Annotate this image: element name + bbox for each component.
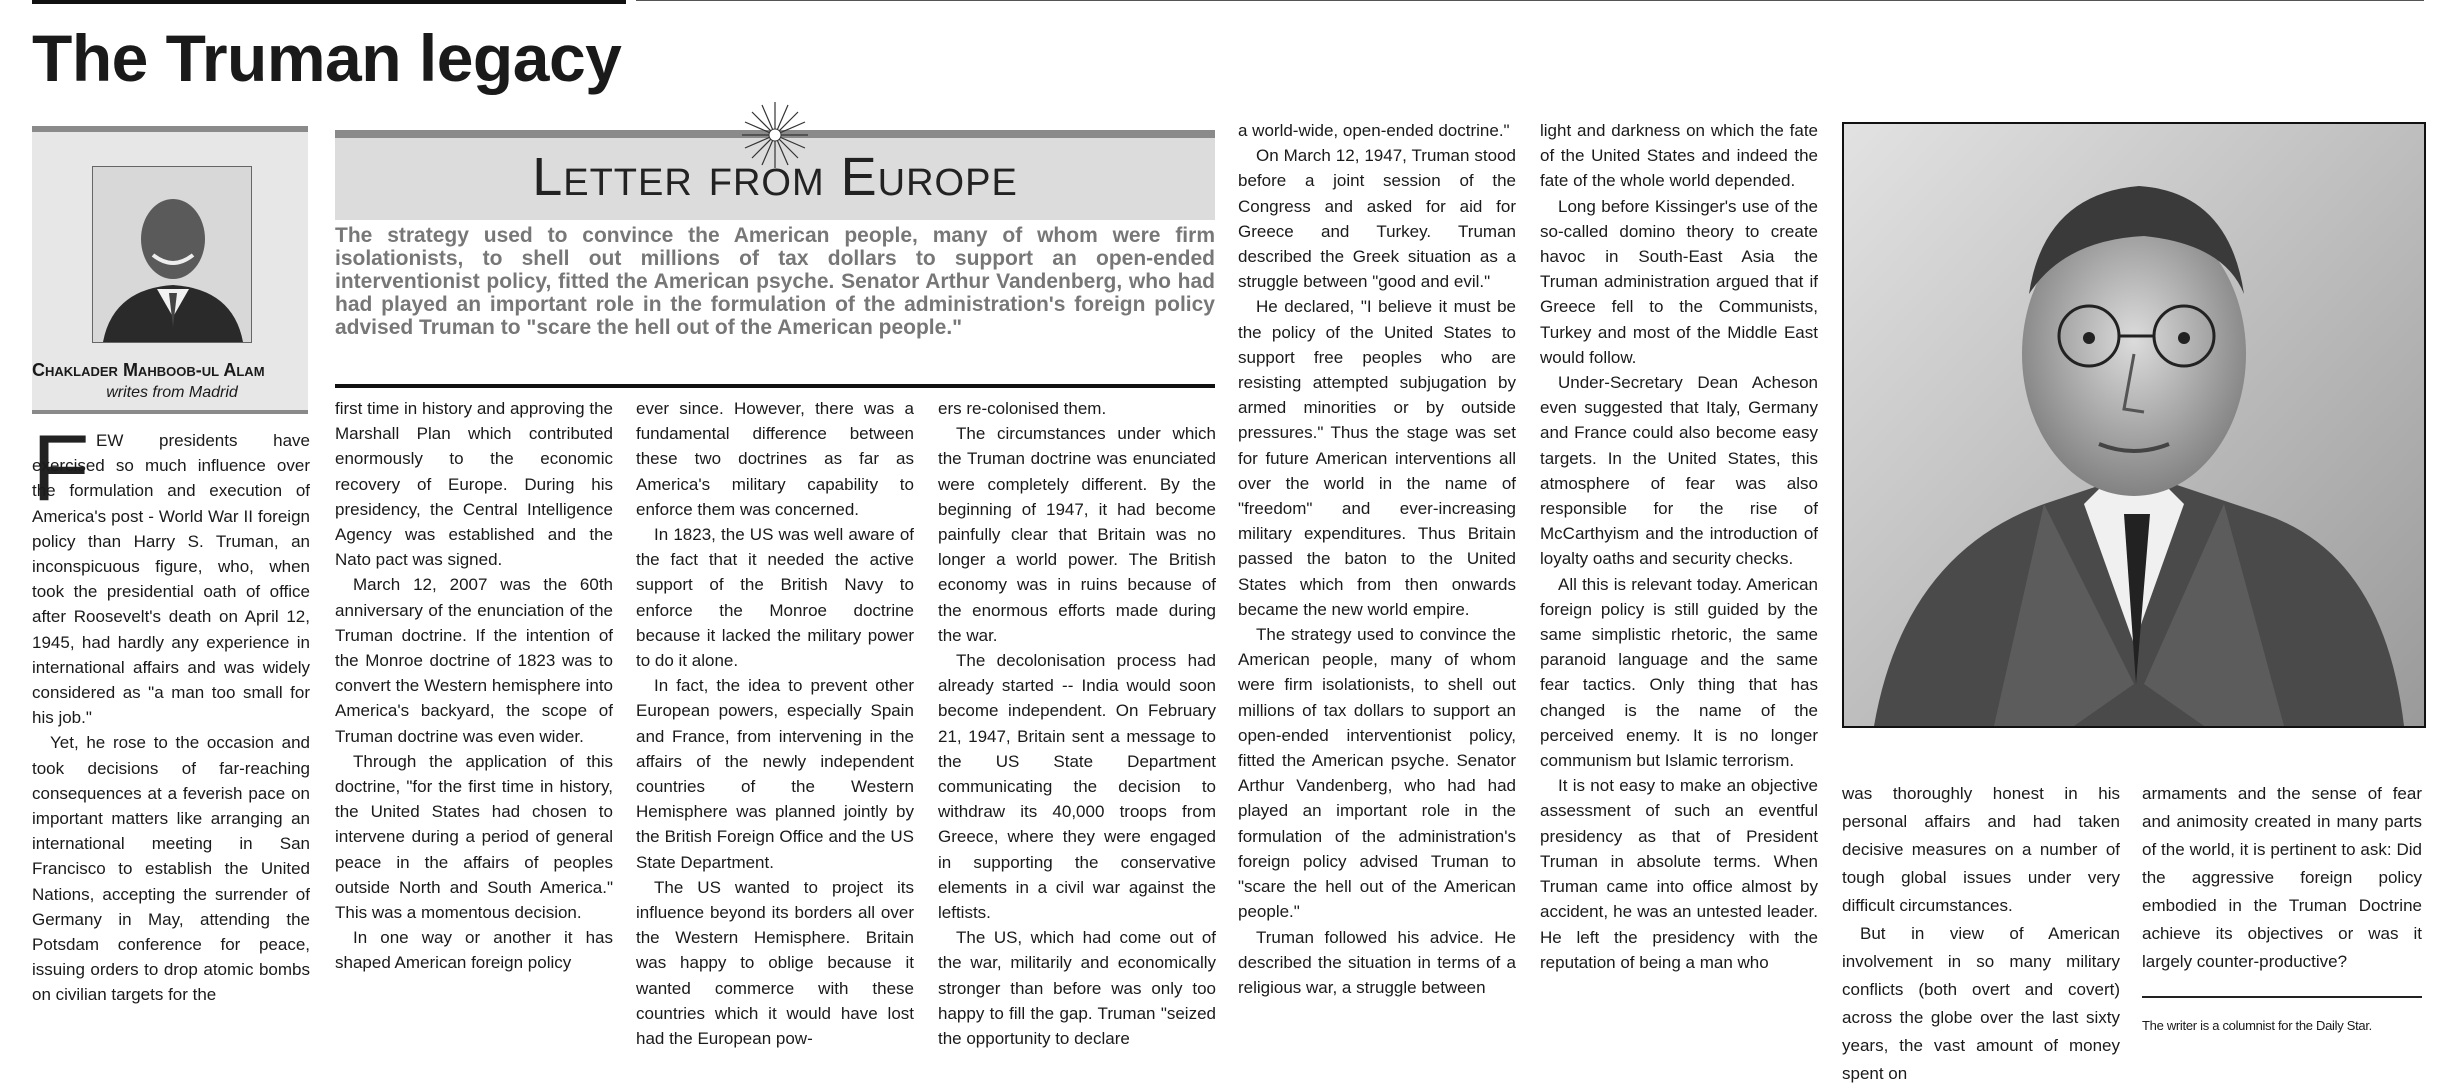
paragraph: ever since. However, there was a fundamental difference between these two doctrines as far as America's military capability to enforce them was concerned. bbox=[636, 399, 914, 519]
body-column-2 bbox=[335, 396, 613, 976]
body-column-5 bbox=[1238, 118, 1516, 1000]
body-column-4 bbox=[938, 396, 1216, 1051]
paragraph: was thoroughly honest in his personal affairs and had taken decisive measures on a number of tough global issues under very difficult circumstances. bbox=[1842, 784, 2120, 915]
byline-rule bbox=[32, 410, 308, 414]
paragraph: In 1823, the US was well aware of the fact that it needed the active support of the British Navy to enforce the Monroe doctrine because it lacked the military power to do it alone. bbox=[636, 525, 914, 671]
paragraph: He declared, "I believe it must be the policy of the United States to support free peoples who are resisting attempted subjugation by armed minorities or by outside pressures." Thus the stage was set for future American interventions all over the world in the name of "freedom" and ever-increasing military expenditures. Thus Britain passed the baton to the United States which from then onwards became the new world empire. bbox=[1238, 297, 1516, 619]
paragraph: Under-Secretary Dean Acheson even suggested that Italy, Germany and France could also become easy targets. In the United States, this atmosphere of fear was also responsible for the rise of McCarthyism and the introduction of loyalty oaths and security checks. bbox=[1540, 373, 1818, 569]
paragraph: Through the application of this doctrine, "for the first time in history, the United States had chosen to intervene during a period of general peace in the affairs of peoples outside North and South America." This was a momentous decision. bbox=[335, 751, 613, 923]
paragraph: light and darkness on which the fate of the United States and indeed the fate of the whole world depended. bbox=[1540, 121, 1818, 191]
paragraph: But in view of American involvement in so many military conflicts (both overt and covert) across the globe over the last sixty years, the vast amount of money spent on bbox=[1842, 924, 2120, 1083]
paragraph: The US, which had come out of the war, militarily and economically stronger than before was only too happy to fill the gap. Truman "seized the opportunity to declare bbox=[938, 928, 1216, 1049]
paragraph: All this is relevant today. American foreign policy is still guided by the same simplistic rhetoric, the same paranoid language and the same fear tactics. Only thing that has changed is the name of the perceived enemy. It is no longer communism but Islamic terrorism. bbox=[1540, 574, 1818, 771]
article-title: The Truman legacy bbox=[32, 21, 622, 95]
paragraph: Long before Kissinger's use of the so-called domino theory to create havoc in South-East Asia the Truman administration argued that if Greece fell to the Communists, Turkey and most of the Middle East would follow. bbox=[1540, 196, 1818, 367]
author-photo bbox=[92, 166, 252, 343]
paragraph: In one way or another it has shaped American foreign policy bbox=[335, 928, 613, 973]
paragraph: It is not easy to make an objective assessment of such an eventful presidency as that of President Truman in absolute terms. When Truman came into office almost by accident, he was an untested leader. He left the presidency with the reputation of being a man who bbox=[1540, 776, 1818, 972]
paragraph: The strategy used to convince the American people, many of whom were firm isolationists, to shell out millions of tax dollars to support an open-ended interventionist policy, fitted the American psyche. Senator Arthur Vandenberg, who had had played an important role in the formulation of the administration's foreign policy advised Truman to "scare the hell out of the American people." bbox=[1238, 625, 1516, 922]
body-column-8 bbox=[2142, 780, 2422, 976]
paragraph: On March 12, 1947, Truman stood before a joint session of the Congress and asked for aid for Greece and Turkey. Truman described the Greek situation as a struggle between "good and evil." bbox=[1238, 146, 1516, 292]
paragraph: armaments and the sense of fear and animosity created in many parts of the world, it is pertinent to ask: Did the aggressive foreign policy embodied in the Truman Doctrine achieve its objectives or was it largely counter-productive? bbox=[2142, 784, 2422, 971]
paragraph: first time in history and approving the Marshall Plan which contributed enormously to the economic recovery of Europe. During his presidency, the Central Intelligence Agency was established and the Nato pact was signed. bbox=[335, 399, 613, 570]
paragraph: The decolonisation process had already started -- India would soon become independent. On February 21, 1947, Britain sent a message to the US State Department communicating the decision to withdraw its 40,000 troops from Greece, where they were engaged in supporting the conservative elements in a civil war against the leftists. bbox=[938, 651, 1216, 923]
paragraph: ers re-colonised them. bbox=[938, 399, 1107, 418]
author-name: Chaklader Mahboob-ul Alam bbox=[32, 360, 265, 380]
paragraph: a world-wide, open-ended doctrine." bbox=[1238, 121, 1510, 140]
star-icon bbox=[740, 100, 810, 170]
drop-cap: F bbox=[32, 415, 90, 520]
paragraph: In fact, the idea to prevent other European powers, especially Spain and France, from intervening in the affairs of the newly independent countries of the Western Hemisphere was planned jointly by the British Foreign Office and the US State Department. bbox=[636, 676, 914, 872]
body-column-1 bbox=[32, 415, 310, 1008]
paragraph: Yet, he rose to the occasion and took decisions of far-reaching consequences at a feverish pace on important matters like arranging an international meeting in San Francisco to establish the United Nations, accepting the surrender of Germany in May, attending the Potsdam conference for peace, issuing orders to drop atomic bombs on civilian targets for the bbox=[32, 733, 310, 1005]
paragraph: Truman followed his advice. He described the situation in terms of a religious war, a struggle between bbox=[1238, 927, 1516, 997]
standfirst-rule bbox=[335, 384, 1215, 388]
top-rule-right bbox=[636, 0, 2424, 1]
paragraph: The circumstances under which the Truman doctrine was enunciated were completely different. By the beginning of 1947, it had become painfully clear that Britain was no longer a world power. The British economy was in ruins because of the enormous efforts made during the war. bbox=[938, 424, 1216, 645]
body-column-7 bbox=[1842, 780, 2120, 1088]
writer-note: The writer is a columnist for the Daily Star. bbox=[2142, 1018, 2372, 1033]
paragraph: EW presidents have exercised so much influence over the formulation and execution of America's post - World War II foreign policy than Harry S. Truman, an inconspicuous figure, who, when took the presidential oath of office after Roosevelt's death on April 12, 1945, had hardly any experience in international affairs and was widely considered as "a man too small for his job." bbox=[32, 431, 310, 728]
paragraph: The US wanted to project its influence beyond its borders all over the Western Hemisphere. Britain was happy to oblige because it wanted commerce with these countries which it would have lost had the European pow- bbox=[636, 877, 914, 1049]
section-header: Letter from Europe bbox=[532, 147, 1018, 207]
author-location: writes from Madrid bbox=[106, 384, 238, 401]
top-rule-left bbox=[32, 0, 626, 4]
body-column-3 bbox=[636, 396, 914, 1051]
body-column-6 bbox=[1540, 118, 1818, 975]
standfirst: The strategy used to convince the American people, many of whom were firm isolationists, to shell out millions of tax dollars to support an open-ended interventionist policy, fitted the American psyche. Senator Arthur Vandenberg, who had had played an important role in the formulation of the administration's foreign policy advised Truman to "scare the hell out of the American people." bbox=[335, 224, 1215, 339]
paragraph: March 12, 2007 was the 60th anniversary of the enunciation of the Truman doctrine. If the intention of the Monroe doctrine of 1823 was to convert the Western hemisphere into America's backyard, the scope of Truman doctrine was even wider. bbox=[335, 575, 613, 746]
footer-rule bbox=[2142, 996, 2422, 998]
truman-photo bbox=[1842, 122, 2426, 728]
